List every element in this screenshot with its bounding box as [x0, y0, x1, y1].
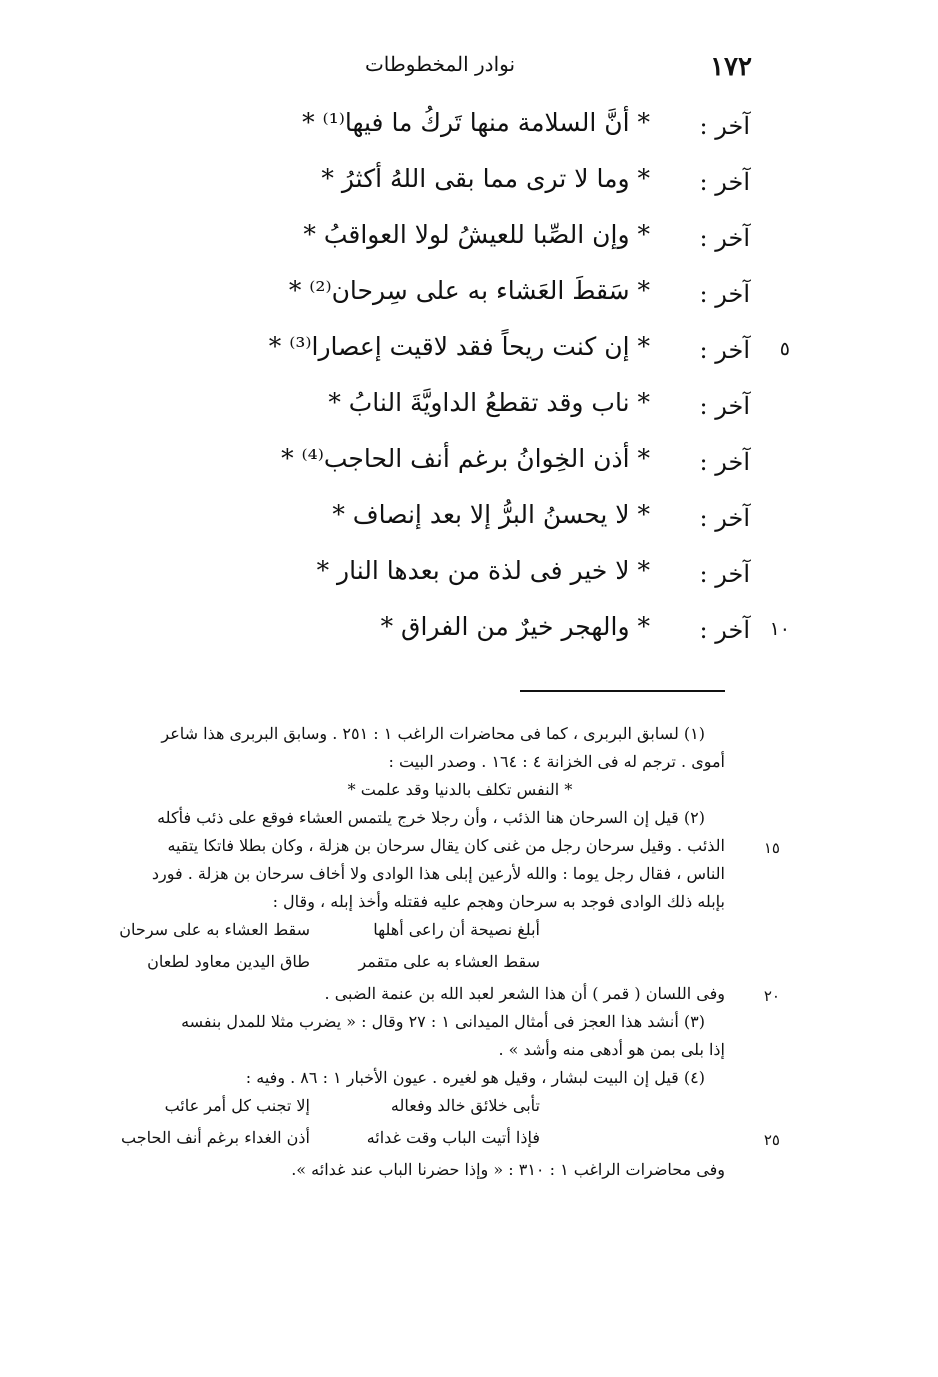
footnotes	[60, 722, 780, 1186]
verse-line	[150, 324, 790, 380]
footnote-line	[60, 750, 780, 778]
verse-line	[150, 548, 790, 604]
verse-line	[150, 212, 790, 268]
line-number: ١٠	[769, 618, 790, 640]
verse-label: آخر :	[699, 448, 750, 476]
verse-text: * لا خير فى لذة من بعدها النار *	[316, 556, 650, 585]
verse-label: آخر :	[699, 336, 750, 364]
verse-line	[150, 100, 790, 156]
footnote-text: الناس ، فقال رجل يوما : والله لأرعين إبلى هذا الوادى ولا أخاف سرحان بن هزلة . فورد	[151, 864, 725, 883]
footnote-line	[60, 834, 780, 862]
verse-label: آخر :	[699, 168, 750, 196]
hemistich-first: أبلغ نصيحة أن راعى أهلها	[373, 920, 540, 939]
verse-text: * وما لا ترى مما بقى اللهُ أكثرُ *	[321, 164, 650, 193]
verse-label: آخر :	[699, 224, 750, 252]
footnote-text: الذئب . وقيل سرحان رجل من غنى كان يقال سرحان بن هزلة ، وكان بطلا فاتكا يتقيه	[167, 836, 725, 855]
footnote-text: بإبله ذلك الوادى فوجد به سرحان وهجم عليه فقتله وأخذ إبله ، وقال :	[272, 892, 725, 911]
poem-couplet	[60, 918, 780, 950]
line-number: ٥	[779, 338, 790, 360]
verse-label: آخر :	[699, 112, 750, 140]
hemistich-first: فإذا أتيت الباب وقت غدائه	[366, 1128, 540, 1147]
footnote-text: (١) لسابق البربرى ، كما فى محاضرات الراغب ١ : ٢٥١ . وسابق البربرى هذا شاعر	[161, 724, 705, 743]
footnote-text: * النفس تكلف بالدنيا وقد علمت *	[347, 780, 573, 799]
footnote-line	[60, 1038, 780, 1066]
verse-label: آخر :	[699, 560, 750, 588]
verse-text: * أذن الخِوانُ برغم أنف الحاجب⁽⁴⁾ *	[281, 444, 650, 473]
running-title: نوادر المخطوطات	[364, 52, 516, 76]
hemistich-first: سقط العشاء به على متقمر	[358, 952, 540, 971]
hemistich-first: تأبى خلائق خالد وفعاله	[390, 1096, 540, 1115]
verse-label: آخر :	[699, 616, 750, 644]
hemistich-second: طاق اليدين معاود لطعان	[147, 952, 310, 971]
poem-couplet	[60, 1126, 780, 1158]
line-number: ٢٠	[763, 987, 780, 1005]
footnote-separator	[520, 690, 725, 692]
hemistich-second: سقط العشاء به على سرحان	[119, 920, 310, 939]
verse-text: * والهجر خيرٌ من الفراق *	[380, 612, 650, 641]
footnote-text: إذا بلى بمن هو أدهى منه وأشد » .	[498, 1040, 725, 1059]
page-number: ١٧٢	[710, 52, 752, 82]
footnote-line	[60, 778, 780, 806]
verse-text: * لا يحسنُ البرُّ إلا بعد إنصاف *	[332, 500, 650, 529]
hemistich-second: أذن الغداء برغم أنف الحاجب	[121, 1128, 310, 1147]
footnote-line	[60, 1010, 780, 1038]
poem-couplet	[60, 950, 780, 982]
line-number: ١٥	[763, 839, 780, 857]
footnote-text: وفى محاضرات الراغب ١ : ٣١٠ : « وإذا حضرنا الباب عند غدائه ».	[291, 1160, 725, 1179]
verse-text: * وإن الصِّبا للعيشُ لولا العواقبُ *	[303, 220, 650, 249]
verse-label: آخر :	[699, 280, 750, 308]
footnote-text: (٤) قيل إن البيت لبشار ، وقيل هو لغيره . عيون الأخبار ١ : ٨٦ . وفيه :	[245, 1068, 705, 1087]
footnote-text: أموى . ترجم له فى الخزانة ٤ : ١٦٤ . وصدر البيت :	[388, 752, 725, 771]
footnote-line	[60, 982, 780, 1010]
verse-line	[150, 492, 790, 548]
verse-line	[150, 156, 790, 212]
footnote-line	[60, 862, 780, 890]
footnote-line	[60, 890, 780, 918]
line-number: ٢٥	[763, 1131, 780, 1149]
footnote-text: (٣) أنشد هذا العجز فى أمثال الميدانى ١ : ٢٧ وقال : « يضرب مثلا للمدل بنفسه	[181, 1012, 705, 1031]
footnote-line	[60, 806, 780, 834]
verse-line	[150, 380, 790, 436]
verse-line	[150, 604, 790, 660]
verse-line	[150, 436, 790, 492]
poem-couplet	[60, 1094, 780, 1126]
verse-text: * أنَّ السلامة منها تَركُ ما فيها⁽¹⁾ *	[302, 108, 650, 137]
hemistich-second: إلا تجنب كل أمر عائب	[164, 1096, 310, 1115]
verse-label: آخر :	[699, 392, 750, 420]
verse-line	[150, 268, 790, 324]
footnote-text: (٢) قيل إن السرحان هنا الذئب ، وأن رجلا خرج يلتمس العشاء فوقع على ذئب فأكله	[157, 808, 705, 827]
footnote-line	[60, 722, 780, 750]
verse-list	[150, 100, 790, 660]
verse-text: * إن كنت ريحاً فقد لاقيت إعصارا⁽³⁾ *	[268, 332, 650, 361]
footnote-text: وفى اللسان ( قمر ) أن هذا الشعر لعبد الله بن عنمة الضبى .	[324, 984, 725, 1003]
footnote-line	[60, 1066, 780, 1094]
verse-label: آخر :	[699, 504, 750, 532]
footnote-line	[60, 1158, 780, 1186]
verse-text: * ناب وقد تقطعُ الداويَّةَ النابُ *	[328, 388, 650, 417]
verse-text: * سَقطَ العَشاء به على سِرحان⁽²⁾ *	[288, 276, 650, 305]
